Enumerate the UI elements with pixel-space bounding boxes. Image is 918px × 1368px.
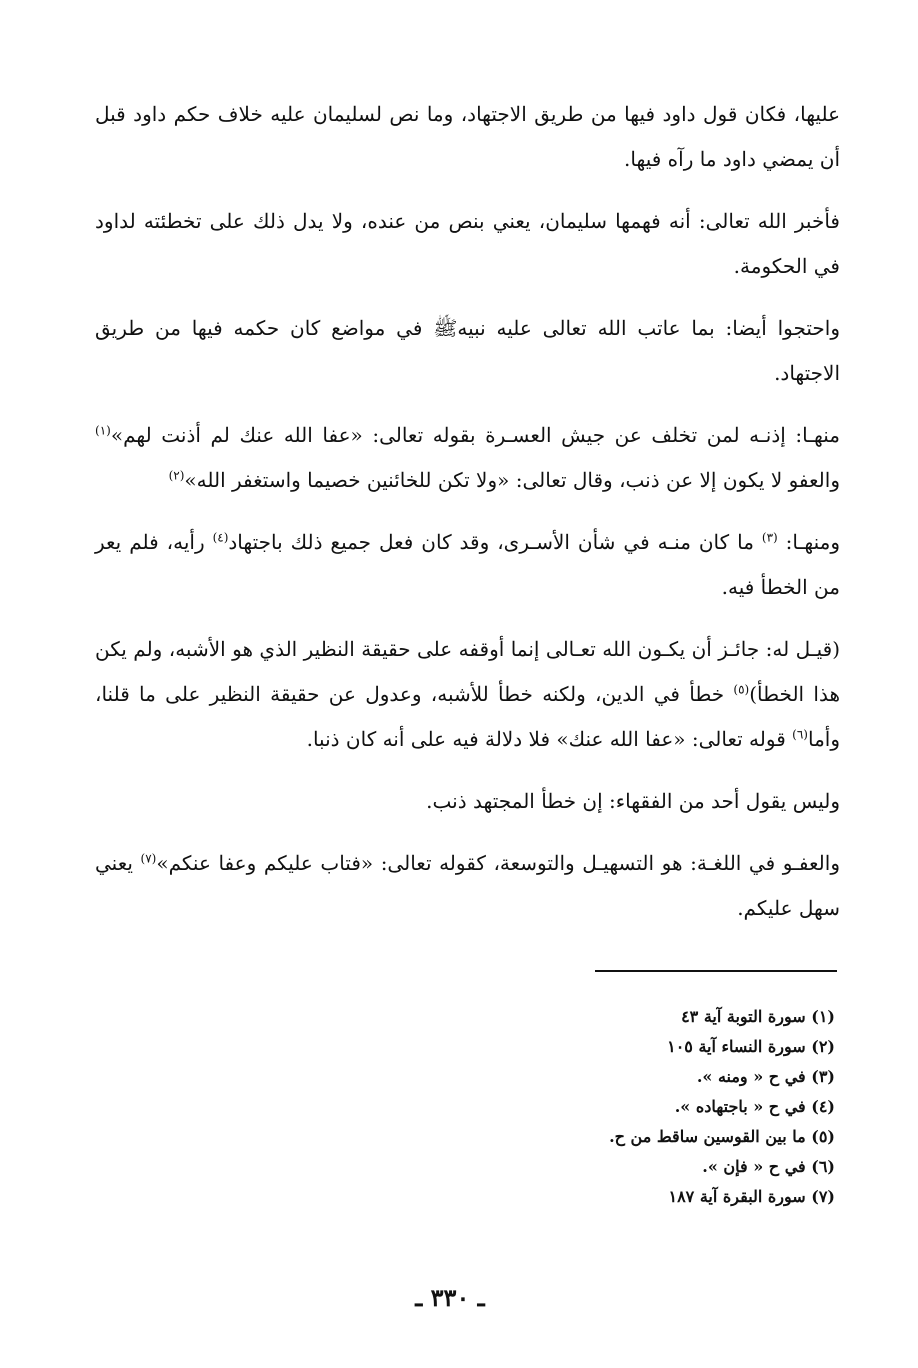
footnote-ref: (٧) [140, 851, 157, 866]
footnote-ref: (٢) [168, 468, 185, 483]
text-segment: والعفو لا يكون إلا عن ذنب، وقال تعالى: «ولا تكن للخائنين خصيما واستغفر الله» [184, 468, 840, 492]
footnotes [480, 1002, 835, 1212]
page-number: ـ ٣٣٠ ـ [415, 1283, 485, 1312]
text-segment: ومنهـا: [777, 530, 840, 554]
paragraph [95, 199, 840, 289]
footnote: (٤) في ح « باجتهاده ». [674, 1097, 835, 1116]
text-segment: قوله تعالى: «عفا الله عنك» فلا دلالة فيه على أنه كان ذنبا. [306, 727, 793, 751]
footnote-ref: (٣) [761, 530, 778, 545]
body-text [95, 92, 840, 948]
paragraph [95, 413, 840, 503]
paragraph [95, 627, 840, 762]
paragraph [95, 92, 840, 182]
footnote: (٦) في ح « فإن ». [702, 1157, 835, 1176]
paragraph [95, 841, 840, 931]
footnote: (٣) في ح « ومنه ». [696, 1067, 835, 1086]
footnote-ref: (١) [95, 423, 111, 438]
text-segment: عليها، فكان قول داود فيها من طريق الاجتهاد، وما نص لسليمان عليه خلاف حكم داود قبل أن يمضي داود ما رآه فيها. [95, 102, 840, 171]
text-segment: خطأ في الدين، ولكنه خطأ للأشبه، وعدول عن حقيقة النظير على ما قلنا، وأما [95, 682, 840, 751]
text-segment: (قيـل له: جائـز أن يكـون الله تعـالى إنما أوقفه على حقيقة النظير الذي هو الأشبه، ولم يكن هذا الخطأ) [95, 637, 840, 706]
footnote: (٢) سورة النساء آية ١٠٥ [667, 1037, 835, 1056]
footnote-ref: (٤) [212, 530, 229, 545]
text-segment: ما كان منـه في شأن الأسـرى، وقد كان فعل جميع ذلك باجتهاد [228, 530, 762, 554]
footnote-separator [595, 970, 837, 972]
footnote: (٧) سورة البقرة آية ١٨٧ [668, 1187, 835, 1206]
text-segment: رأيه، فلم يعر من الخطأ فيه. [95, 530, 840, 599]
paragraph [95, 306, 840, 396]
paragraph [95, 520, 840, 610]
footnote: (٥) ما بين القوسين ساقط من ح. [609, 1127, 835, 1146]
text-segment: وليس يقول أحد من الفقهاء: إن خطأ المجتهد ذنب. [426, 789, 840, 813]
text-segment: فأخبر الله تعالى: أنه فهمها سليمان، يعني بنص من عنده، ولا يدل ذلك على تخطئته لداود في الحكومة. [95, 209, 840, 278]
footnote: (١) سورة التوبة آية ٤٣ [681, 1007, 835, 1026]
text-segment: واحتجوا أيضا: بما عاتب الله تعالى عليه نبيهﷺ في مواضع كان حكمه فيها من طريق الاجتهاد. [95, 316, 840, 385]
text-segment: يعني سهل عليكم. [95, 851, 840, 920]
footnote-ref: (٦) [792, 727, 808, 742]
text-segment: والعفـو في اللغـة: هو التسهيـل والتوسعة، كقوله تعالى: «فتاب عليكم وعفا عنكم» [156, 851, 840, 875]
paragraph [95, 779, 840, 824]
footnote-ref: (٥) [733, 682, 750, 697]
text-segment: منهـا: إذنـه لمن تخلف عن جيش العسـرة بقوله تعالى: «عفا الله عنك لم أذنت لهم» [110, 423, 840, 447]
